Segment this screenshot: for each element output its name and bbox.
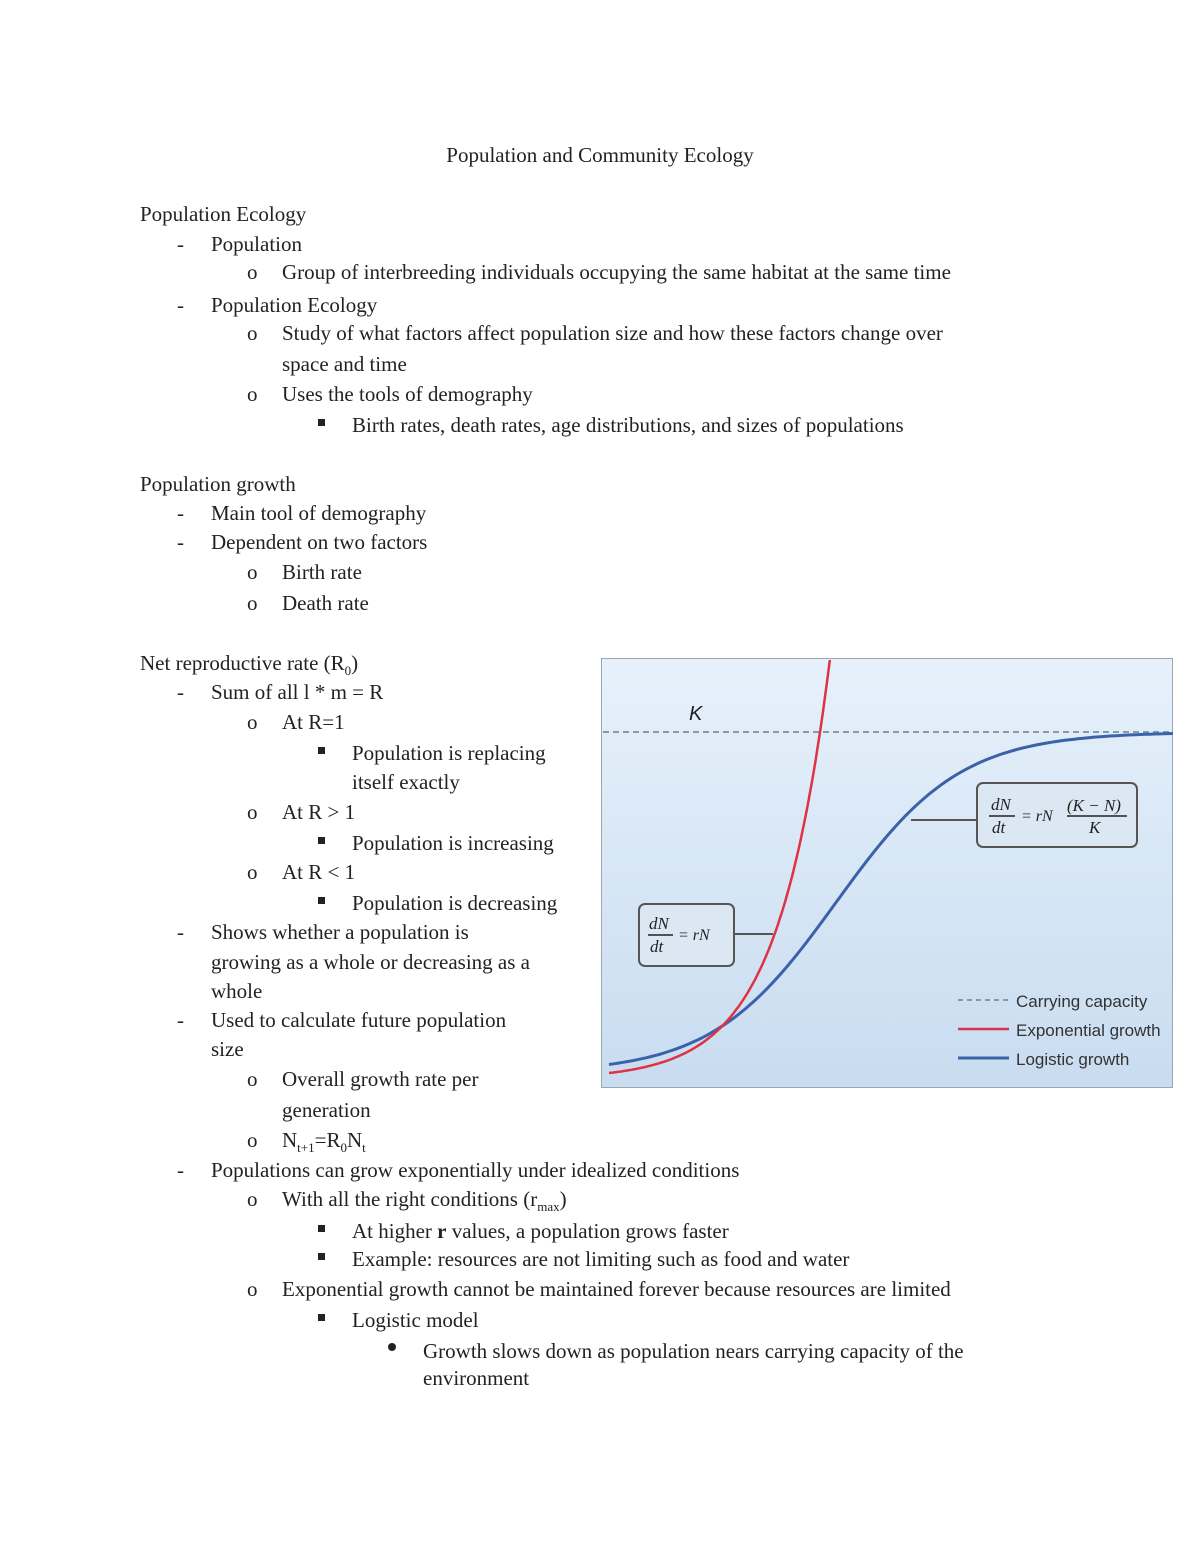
circle-marker: o (247, 800, 258, 824)
list-item-continued: environment (423, 1366, 530, 1390)
list-item-continued: space and time (282, 352, 407, 376)
list-item: Example: resources are not limiting such as food and water (352, 1247, 850, 1271)
legend-label-carrying-capacity: Carrying capacity (1016, 992, 1148, 1011)
list-item: Death rate (282, 591, 369, 615)
dash-marker: - (177, 1158, 184, 1182)
list-item: Population is decreasing (352, 891, 558, 915)
list-item: With all the right conditions $(r_{max})$ (282, 1187, 567, 1215)
k-label: K (689, 703, 703, 725)
list-item: Used to calculate future population (211, 1008, 507, 1032)
circle-marker: o (247, 1067, 258, 1091)
circle-marker: o (247, 1277, 258, 1301)
dash-marker: - (177, 920, 184, 944)
list-item: Main tool of demography (211, 501, 427, 525)
circle-marker: o (247, 382, 258, 406)
circle-marker: o (247, 860, 258, 884)
square-bullet-icon (318, 1314, 325, 1321)
dash-marker: - (177, 232, 184, 256)
list-item: Birth rates, death rates, age distributions, and sizes of populations (352, 413, 904, 437)
circle-marker: o (247, 591, 258, 615)
growth-models-chart (601, 658, 1173, 1088)
square-bullet-icon (318, 1225, 325, 1232)
formula-next-generation: $N_{t+1}=R_0N_t$ (282, 1128, 366, 1156)
dash-marker: - (177, 1008, 184, 1032)
list-item: Populations can grow exponentially under idealized conditions (211, 1158, 740, 1182)
dash-marker: - (177, 680, 184, 704)
list-item-continued: growing as a whole or decreasing as a (211, 950, 530, 974)
section-heading-net-reproductive-rate: Net reproductive rate $(R_0)$ (140, 651, 359, 679)
legend-label-logistic: Logistic growth (1016, 1050, 1130, 1069)
square-bullet-icon (318, 1253, 325, 1260)
list-item: Overall growth rate per (282, 1067, 479, 1091)
legend-label-exponential: Exponential growth (1016, 1021, 1161, 1040)
dash-marker: - (177, 293, 184, 317)
section-heading-population-growth: Population growth (140, 472, 296, 496)
list-item: Sum of all l * m = R (211, 680, 384, 704)
list-item: At R < 1 (282, 860, 356, 884)
list-item: Birth rate (282, 560, 362, 584)
list-item: Uses the tools of demography (282, 382, 533, 406)
logistic-formula-frac-num: (K − N) (1067, 796, 1121, 815)
list-item: Shows whether a population is (211, 920, 469, 944)
list-item-continued: itself exactly (352, 770, 460, 794)
circle-marker: o (247, 710, 258, 734)
logistic-formula-rhs: = rN (1021, 808, 1053, 825)
list-item: At higher r values, a population grows faster (352, 1219, 729, 1243)
page-title: Population and Community Ecology (446, 143, 754, 167)
circle-marker: o (247, 560, 258, 584)
square-bullet-icon (318, 897, 325, 904)
round-bullet-icon (388, 1343, 396, 1351)
list-item: Population (211, 232, 303, 256)
logistic-formula-den: dt (992, 818, 1006, 837)
logistic-formula-box (977, 783, 1137, 847)
list-item: Dependent on two factors (211, 530, 428, 554)
list-item: Population is increasing (352, 831, 554, 855)
list-item: Population is replacing (352, 741, 546, 765)
exponential-formula-num: dN (649, 914, 669, 933)
exponential-formula-rhs: = rN (678, 927, 710, 944)
list-item: At R > 1 (282, 800, 356, 824)
dash-marker: - (177, 501, 184, 525)
list-item: Population Ecology (211, 293, 378, 317)
list-item-continued: generation (282, 1098, 371, 1122)
square-bullet-icon (318, 837, 325, 844)
list-item: Study of what factors affect population size and how these factors change over (282, 321, 943, 345)
list-item-continued: size (211, 1037, 244, 1061)
list-item: Growth slows down as population nears carrying capacity of the (423, 1339, 964, 1363)
circle-marker: o (247, 260, 258, 284)
list-item: Exponential growth cannot be maintained forever because resources are limited (282, 1277, 951, 1301)
exponential-formula-den: dt (650, 937, 664, 956)
list-item: Group of interbreeding individuals occupying the same habitat at the same time (282, 260, 951, 284)
list-item: At R=1 (282, 710, 345, 734)
list-item: Logistic model (352, 1308, 479, 1332)
circle-marker: o (247, 1128, 258, 1152)
dash-marker: - (177, 530, 184, 554)
square-bullet-icon (318, 419, 325, 426)
logistic-formula-num: dN (991, 795, 1011, 814)
list-item-continued: whole (211, 979, 263, 1003)
logistic-formula-frac-den: K (1089, 818, 1101, 837)
section-heading-population-ecology: Population Ecology (140, 202, 307, 226)
square-bullet-icon (318, 747, 325, 754)
circle-marker: o (247, 1187, 258, 1211)
circle-marker: o (247, 321, 258, 345)
